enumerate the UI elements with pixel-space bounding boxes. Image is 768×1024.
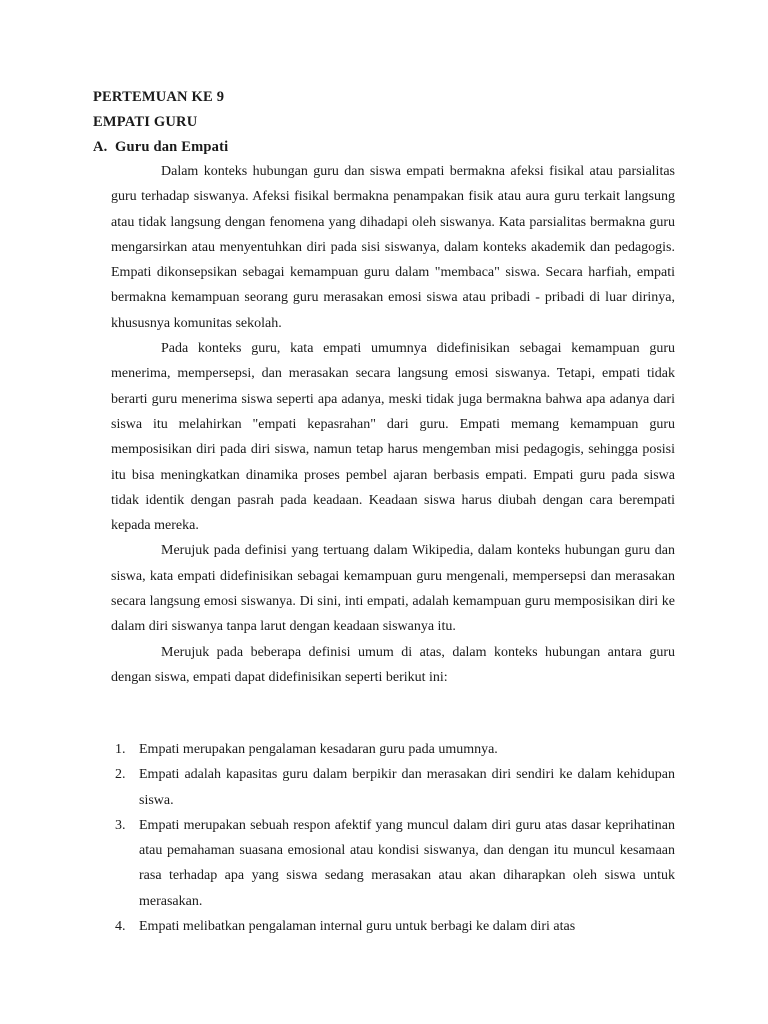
list-item-text: Empati merupakan sebuah respon afektif yang muncul dalam diri guru atas dasar keprihatinan atau pemahaman suasana emosional atau kondisi siswanya, dan dengan itu muncul kesamaan rasa terhadap apa yang siswa sedang merasakan atau akan diharapkan oleh siswa untuk merasakan. — [139, 817, 675, 909]
paragraph-2: Pada konteks guru, kata empati umumnya didefinisikan sebagai kemampuan guru menerima, mempersepsi, dan merasakan secara langsung emosi siswanya. Tetapi, empati tidak berarti guru menerima siswa seperti apa adanya, meski tidak juga bermakna bahwa apa adanya dari siswa itu melahirkan "empati kepasrahan" dari guru. Empati memang kemampuan guru memposisikan diri pada diri siswa, namun tetap harus mengemban misi pedagogis, sehingga posisi itu bisa meningkatkan dinamika proses pembel ajaran berbasis empati. Empati guru pada siswa tidak identik dengan pasrah pada keadaan. Keadaan siswa harus diubah dengan cara berempati kepada mereka. — [111, 341, 675, 534]
list-item — [111, 813, 675, 914]
list-item-text: Empati melibatkan pengalaman internal guru untuk berbagi ke dalam diri atas — [139, 919, 576, 935]
paragraph-4: Merujuk pada beberapa definisi umum di atas, dalam konteks hubungan antara guru dengan siswa, empati dapat didefinisikan seperti berikut ini: — [111, 644, 675, 685]
topic-title: EMPATI GURU — [93, 114, 198, 130]
paragraph-3: Merujuk pada definisi yang tertuang dalam Wikipedia, dalam konteks hubungan guru dan siswa, kata empati didefinisikan sebagai kemampuan guru mengenali, mempersepsi dan merasakan secara langsung emosi siswanya. Di sini, inti empati, adalah kemampuan guru memposisikan diri ke dalam diri siswanya tanpa larut dengan keadaan siswanya itu. — [111, 543, 675, 635]
meeting-title: PERTEMUAN KE 9 — [93, 89, 225, 105]
paragraph-1: Dalam konteks hubungan guru dan siswa empati bermakna afeksi fisikal atau parsialitas guru terhadap siswanya. Afeksi fisikal bermakna penampakan fisik atau aura guru terkait langsung atau tidak langsung dengan fenomena yang dihadapi oleh siswanya. Kata parsialitas bermakna guru mengarsirkan atau menyentuhkan diri pada sisi siswanya, dalam konteks akademik dan pedagogis. Empati dikonsepsikan sebagai kemampuan guru dalam "membaca" siswa. Secara harfiah, empati bermakna kemampuan seorang guru merasakan emosi siswa atau pribadi - pribadi di luar dirinya, khususnya komunitas sekolah. — [111, 164, 675, 331]
list-item — [111, 914, 675, 939]
section-title: Guru dan Empati — [115, 139, 229, 155]
body-paragraphs — [111, 159, 675, 690]
list-item-number: 1. — [115, 742, 126, 757]
section-heading — [93, 138, 228, 156]
list-item-number: 4. — [115, 919, 126, 935]
list-item-text: Empati adalah kapasitas guru dalam berpikir dan merasakan diri sendiri ke dalam kehidupan siswa. — [139, 767, 675, 808]
list-item — [111, 737, 675, 762]
definition-list — [111, 737, 675, 939]
section-marker: A. — [93, 139, 108, 155]
list-item-number: 3. — [115, 817, 126, 833]
list-item-text: Empati merupakan pengalaman kesadaran guru pada umumnya. — [139, 742, 498, 757]
list-item-number: 2. — [115, 767, 126, 783]
list-item — [111, 762, 675, 813]
